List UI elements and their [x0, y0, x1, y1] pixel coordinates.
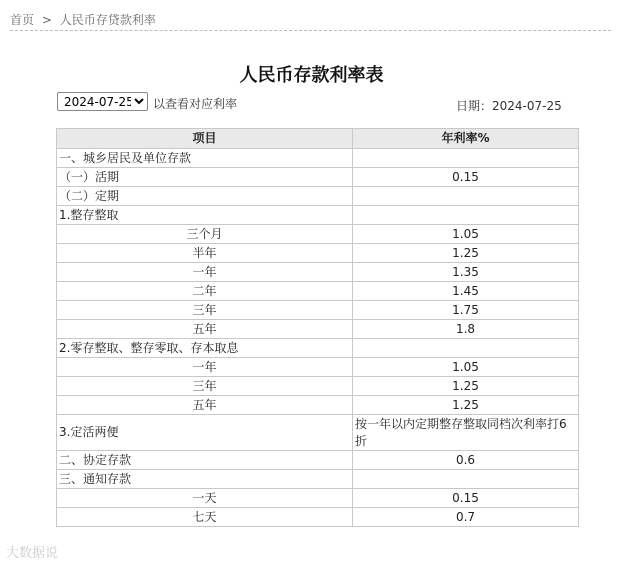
column-header-rate: 年利率%	[353, 129, 579, 149]
table-body	[57, 149, 579, 527]
table-row	[57, 451, 579, 470]
row-item-cell: 一、城乡居民及单位存款	[57, 149, 353, 168]
table-row	[57, 415, 579, 451]
row-rate-cell: 1.25	[353, 396, 579, 415]
row-rate-cell: 按一年以内定期整存整取同档次利率打6折	[353, 415, 579, 451]
table-row	[57, 168, 579, 187]
date-select[interactable]	[57, 92, 148, 111]
row-item-cell: 五年	[57, 320, 353, 339]
breadcrumb-separator: >	[41, 13, 52, 27]
row-item-cell: 一天	[57, 489, 353, 508]
row-item-cell: 二、协定存款	[57, 451, 353, 470]
table-header-row	[57, 129, 579, 149]
row-item-cell: 2.零存整取、整存零取、存本取息	[57, 339, 353, 358]
table-row	[57, 489, 579, 508]
table-row	[57, 396, 579, 415]
row-rate-cell	[353, 339, 579, 358]
table-row	[57, 263, 579, 282]
table-row	[57, 301, 579, 320]
row-item-cell: 三年	[57, 377, 353, 396]
row-item-cell: 1.整存整取	[57, 206, 353, 225]
row-rate-cell	[353, 149, 579, 168]
row-rate-cell: 1.05	[353, 358, 579, 377]
row-rate-cell: 1.25	[353, 244, 579, 263]
row-rate-cell: 0.15	[353, 489, 579, 508]
row-rate-cell: 1.45	[353, 282, 579, 301]
row-item-cell: 一年	[57, 263, 353, 282]
breadcrumb-divider	[10, 30, 611, 31]
table-row	[57, 187, 579, 206]
row-item-cell: 五年	[57, 396, 353, 415]
row-item-cell: 三个月	[57, 225, 353, 244]
row-rate-cell: 0.7	[353, 508, 579, 527]
table-row	[57, 225, 579, 244]
row-item-cell: （二）定期	[57, 187, 353, 206]
row-item-cell: 半年	[57, 244, 353, 263]
row-item-cell: 七天	[57, 508, 353, 527]
table-row	[57, 339, 579, 358]
row-rate-cell: 1.25	[353, 377, 579, 396]
row-rate-cell: 1.05	[353, 225, 579, 244]
row-item-cell: 二年	[57, 282, 353, 301]
row-rate-cell: 1.8	[353, 320, 579, 339]
table-row	[57, 377, 579, 396]
date-label: 日期：2024-07-25	[456, 99, 562, 113]
row-rate-cell: 0.15	[353, 168, 579, 187]
watermark: 大数据说	[6, 546, 59, 561]
row-rate-cell	[353, 187, 579, 206]
row-item-cell: 三、通知存款	[57, 470, 353, 489]
table-row	[57, 320, 579, 339]
table-row	[57, 149, 579, 168]
row-rate-cell: 1.75	[353, 301, 579, 320]
breadcrumb-home-link[interactable]: 首页	[10, 13, 35, 27]
page-title: 人民币存款利率表	[239, 65, 384, 86]
breadcrumb-current-link[interactable]: 人民币存贷款利率	[59, 13, 156, 27]
row-rate-cell: 1.35	[353, 263, 579, 282]
table-row	[57, 358, 579, 377]
table-row	[57, 470, 579, 489]
row-rate-cell	[353, 206, 579, 225]
row-rate-cell	[353, 470, 579, 489]
row-rate-cell: 0.6	[353, 451, 579, 470]
table-row	[57, 508, 579, 527]
select-hint-text: 以查看对应利率	[153, 97, 238, 111]
row-item-cell: 3.定活两便	[57, 415, 353, 451]
table-row	[57, 206, 579, 225]
row-item-cell: （一）活期	[57, 168, 353, 187]
table-row	[57, 244, 579, 263]
breadcrumb	[10, 11, 156, 28]
column-header-item: 项目	[57, 129, 353, 149]
table-row	[57, 282, 579, 301]
interest-rate-table	[56, 128, 579, 527]
row-item-cell: 一年	[57, 358, 353, 377]
row-item-cell: 三年	[57, 301, 353, 320]
